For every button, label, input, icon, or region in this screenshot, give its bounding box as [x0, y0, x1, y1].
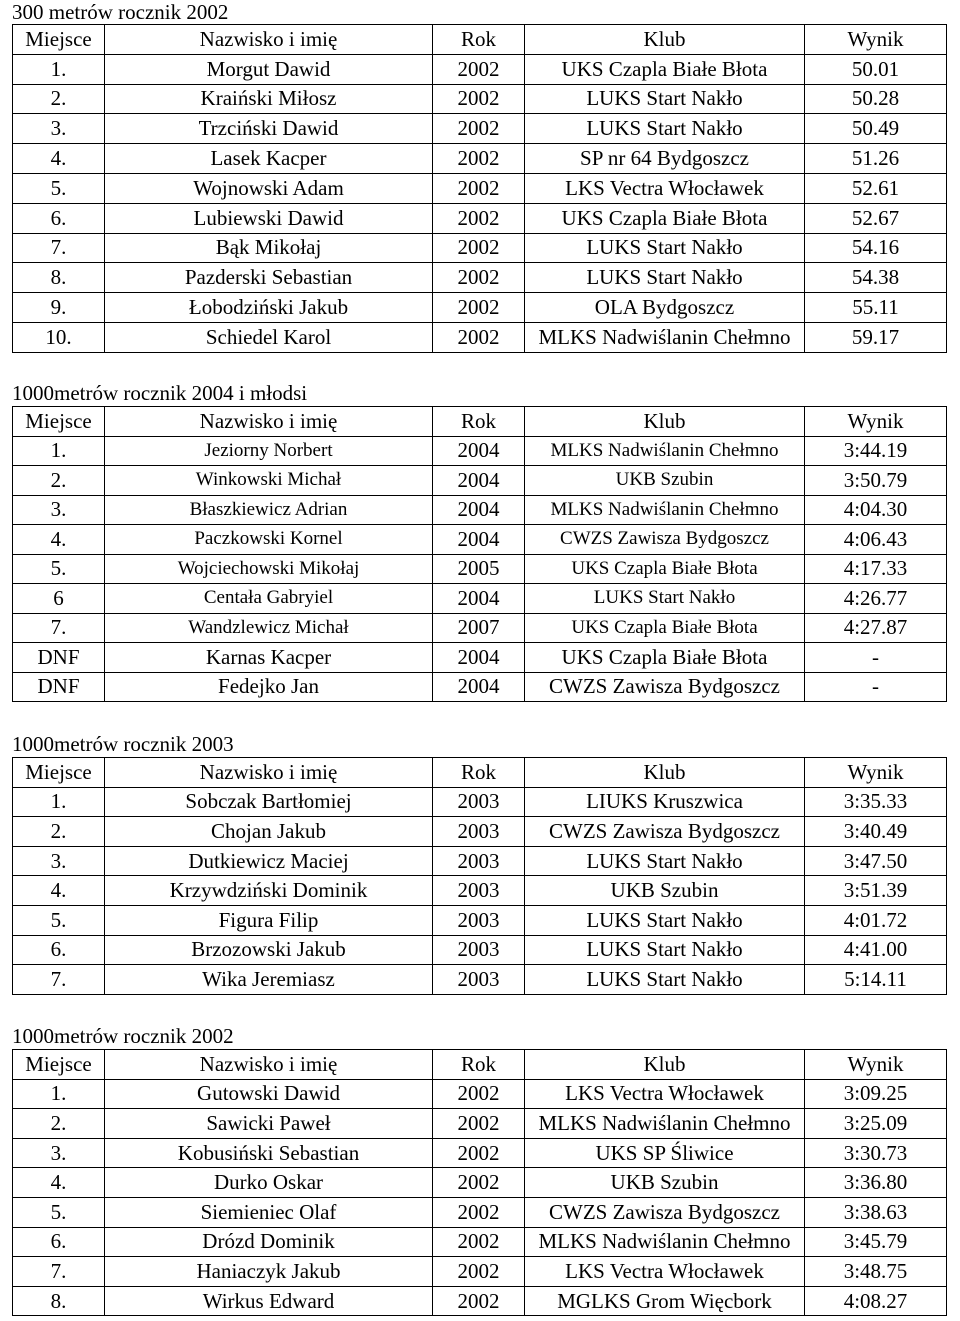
club-cell: CWZS Zawisza Bydgoszcz	[525, 817, 805, 847]
year-cell: 2002	[433, 1257, 525, 1287]
table-row	[13, 846, 947, 876]
table-row	[13, 263, 947, 293]
table-row	[13, 817, 947, 847]
header-club: Klub	[525, 25, 805, 55]
club-cell: MLKS Nadwiślanin Chełmno	[525, 495, 805, 525]
table-row	[13, 1227, 947, 1257]
year-cell: 2002	[433, 144, 525, 174]
place-cell: 10.	[13, 322, 105, 352]
table-row	[13, 322, 947, 352]
table-row	[13, 876, 947, 906]
name-cell: Karnas Kacper	[105, 643, 433, 673]
name-cell: Łobodziński Jakub	[105, 293, 433, 323]
result-cell: 3:09.25	[805, 1079, 947, 1109]
year-cell: 2002	[433, 1079, 525, 1109]
results-table	[12, 406, 947, 702]
name-cell: Błaszkiewicz Adrian	[105, 495, 433, 525]
header-place: Miejsce	[13, 1050, 105, 1080]
place-cell: 5.	[13, 1197, 105, 1227]
name-cell: Bąk Mikołaj	[105, 233, 433, 263]
name-cell: Drózd Dominik	[105, 1227, 433, 1257]
name-cell: Fedejko Jan	[105, 672, 433, 702]
place-cell: 4.	[13, 525, 105, 555]
section-title: 1000metrów rocznik 2003	[12, 732, 234, 756]
header-result: Wynik	[805, 25, 947, 55]
year-cell: 2004	[433, 495, 525, 525]
place-cell: 8.	[13, 263, 105, 293]
result-cell: 4:08.27	[805, 1286, 947, 1316]
results-section-1000m-2004	[12, 380, 946, 702]
header-club: Klub	[525, 407, 805, 437]
year-cell: 2007	[433, 613, 525, 643]
club-cell: MLKS Nadwiślanin Chełmno	[525, 322, 805, 352]
club-cell: UKS SP Śliwice	[525, 1138, 805, 1168]
club-cell: UKS Czapla Białe Błota	[525, 554, 805, 584]
header-place: Miejsce	[13, 407, 105, 437]
place-cell: 2.	[13, 84, 105, 114]
result-cell: 3:25.09	[805, 1109, 947, 1139]
club-cell: UKS Czapla Białe Błota	[525, 54, 805, 84]
club-cell: LKS Vectra Włocławek	[525, 1079, 805, 1109]
name-cell: Durko Oskar	[105, 1168, 433, 1198]
year-cell: 2002	[433, 203, 525, 233]
place-cell: 3.	[13, 846, 105, 876]
table-row	[13, 905, 947, 935]
year-cell: 2002	[433, 1197, 525, 1227]
name-cell: Dutkiewicz Maciej	[105, 846, 433, 876]
table-header-row	[13, 25, 947, 55]
club-cell: MGLKS Grom Więcbork	[525, 1286, 805, 1316]
year-cell: 2002	[433, 263, 525, 293]
place-cell: 1.	[13, 787, 105, 817]
result-cell: 3:38.63	[805, 1197, 947, 1227]
place-cell: 4.	[13, 1168, 105, 1198]
table-header-row	[13, 758, 947, 788]
club-cell: MLKS Nadwiślanin Chełmno	[525, 1109, 805, 1139]
header-name: Nazwisko i imię	[105, 25, 433, 55]
year-cell: 2004	[433, 584, 525, 614]
name-cell: Wika Jeremiasz	[105, 965, 433, 995]
header-club: Klub	[525, 1050, 805, 1080]
place-cell: 5.	[13, 905, 105, 935]
name-cell: Krzywdziński Dominik	[105, 876, 433, 906]
club-cell: UKS Czapla Białe Błota	[525, 643, 805, 673]
header-year: Rok	[433, 407, 525, 437]
table-row	[13, 613, 947, 643]
place-cell: 2.	[13, 466, 105, 496]
place-cell: 4.	[13, 876, 105, 906]
table-row	[13, 554, 947, 584]
result-cell: 52.67	[805, 203, 947, 233]
club-cell: CWZS Zawisza Bydgoszcz	[525, 672, 805, 702]
place-cell: 1.	[13, 436, 105, 466]
club-cell: CWZS Zawisza Bydgoszcz	[525, 1197, 805, 1227]
club-cell: UKB Szubin	[525, 876, 805, 906]
table-row	[13, 584, 947, 614]
result-cell: 3:36.80	[805, 1168, 947, 1198]
year-cell: 2003	[433, 965, 525, 995]
year-cell: 2003	[433, 817, 525, 847]
place-cell: 3.	[13, 495, 105, 525]
table-row	[13, 935, 947, 965]
results-table	[12, 757, 947, 995]
year-cell: 2005	[433, 554, 525, 584]
result-cell: 4:26.77	[805, 584, 947, 614]
place-cell: 2.	[13, 817, 105, 847]
year-cell: 2002	[433, 293, 525, 323]
club-cell: LUKS Start Nakło	[525, 905, 805, 935]
result-cell: 52.61	[805, 173, 947, 203]
year-cell: 2004	[433, 525, 525, 555]
year-cell: 2002	[433, 1286, 525, 1316]
place-cell: 5.	[13, 173, 105, 203]
club-cell: LUKS Start Nakło	[525, 233, 805, 263]
table-row	[13, 1109, 947, 1139]
name-cell: Paczkowski Kornel	[105, 525, 433, 555]
table-row	[13, 173, 947, 203]
name-cell: Lubiewski Dawid	[105, 203, 433, 233]
result-cell: 4:01.72	[805, 905, 947, 935]
club-cell: LUKS Start Nakło	[525, 965, 805, 995]
place-cell: 7.	[13, 613, 105, 643]
club-cell: CWZS Zawisza Bydgoszcz	[525, 525, 805, 555]
name-cell: Jeziorny Norbert	[105, 436, 433, 466]
club-cell: SP nr 64 Bydgoszcz	[525, 144, 805, 174]
place-cell: 7.	[13, 1257, 105, 1287]
table-row	[13, 1197, 947, 1227]
table-row	[13, 525, 947, 555]
header-result: Wynik	[805, 407, 947, 437]
club-cell: UKS Czapla Białe Błota	[525, 203, 805, 233]
table-row	[13, 965, 947, 995]
place-cell: 6.	[13, 1227, 105, 1257]
header-year: Rok	[433, 1050, 525, 1080]
result-cell: 4:27.87	[805, 613, 947, 643]
header-year: Rok	[433, 758, 525, 788]
place-cell: 6.	[13, 203, 105, 233]
section-title: 1000metrów rocznik 2004 i młodsi	[12, 381, 308, 405]
year-cell: 2002	[433, 114, 525, 144]
table-row	[13, 1168, 947, 1198]
name-cell: Gutowski Dawid	[105, 1079, 433, 1109]
club-cell: LUKS Start Nakło	[525, 935, 805, 965]
result-cell: 50.49	[805, 114, 947, 144]
table-header-row	[13, 1050, 947, 1080]
place-cell: 6.	[13, 935, 105, 965]
place-cell: DNF	[13, 672, 105, 702]
header-club: Klub	[525, 758, 805, 788]
result-cell: 3:30.73	[805, 1138, 947, 1168]
results-section-1000m-2003	[12, 731, 946, 995]
place-cell: 6	[13, 584, 105, 614]
club-cell: LUKS Start Nakło	[525, 114, 805, 144]
table-row	[13, 466, 947, 496]
header-result: Wynik	[805, 1050, 947, 1080]
table-row	[13, 293, 947, 323]
result-cell: 54.38	[805, 263, 947, 293]
club-cell: UKS Czapla Białe Błota	[525, 613, 805, 643]
table-row	[13, 436, 947, 466]
table-row	[13, 54, 947, 84]
name-cell: Schiedel Karol	[105, 322, 433, 352]
table-row	[13, 144, 947, 174]
result-cell: 3:47.50	[805, 846, 947, 876]
result-cell: 50.28	[805, 84, 947, 114]
result-cell: 59.17	[805, 322, 947, 352]
name-cell: Kobusiński Sebastian	[105, 1138, 433, 1168]
name-cell: Chojan Jakub	[105, 817, 433, 847]
year-cell: 2003	[433, 905, 525, 935]
header-year: Rok	[433, 25, 525, 55]
year-cell: 2002	[433, 54, 525, 84]
name-cell: Trzciński Dawid	[105, 114, 433, 144]
section-title: 300 metrów rocznik 2002	[12, 0, 229, 24]
result-cell: 55.11	[805, 293, 947, 323]
table-row	[13, 114, 947, 144]
club-cell: LUKS Start Nakło	[525, 84, 805, 114]
club-cell: UKB Szubin	[525, 466, 805, 496]
year-cell: 2003	[433, 846, 525, 876]
header-result: Wynik	[805, 758, 947, 788]
year-cell: 2002	[433, 1109, 525, 1139]
result-cell: 4:06.43	[805, 525, 947, 555]
year-cell: 2003	[433, 876, 525, 906]
result-cell: 5:14.11	[805, 965, 947, 995]
table-row	[13, 495, 947, 525]
result-cell: 4:41.00	[805, 935, 947, 965]
result-cell: 3:44.19	[805, 436, 947, 466]
table-row	[13, 233, 947, 263]
place-cell: 7.	[13, 233, 105, 263]
name-cell: Kraiński Miłosz	[105, 84, 433, 114]
header-name: Nazwisko i imię	[105, 758, 433, 788]
year-cell: 2002	[433, 1227, 525, 1257]
name-cell: Sobczak Bartłomiej	[105, 787, 433, 817]
place-cell: 2.	[13, 1109, 105, 1139]
header-place: Miejsce	[13, 758, 105, 788]
name-cell: Wirkus Edward	[105, 1286, 433, 1316]
name-cell: Pazderski Sebastian	[105, 263, 433, 293]
result-cell: 3:40.49	[805, 817, 947, 847]
name-cell: Morgut Dawid	[105, 54, 433, 84]
results-section-1000m-2002	[12, 1023, 946, 1316]
year-cell: 2002	[433, 173, 525, 203]
year-cell: 2003	[433, 787, 525, 817]
year-cell: 2002	[433, 322, 525, 352]
year-cell: 2002	[433, 233, 525, 263]
table-row	[13, 672, 947, 702]
place-cell: 3.	[13, 1138, 105, 1168]
section-title: 1000metrów rocznik 2002	[12, 1024, 234, 1048]
result-cell: 4:17.33	[805, 554, 947, 584]
name-cell: Wandzlewicz Michał	[105, 613, 433, 643]
name-cell: Figura Filip	[105, 905, 433, 935]
results-section-300m-2002	[12, 0, 946, 353]
results-table	[12, 1049, 947, 1316]
year-cell: 2004	[433, 436, 525, 466]
table-row	[13, 787, 947, 817]
name-cell: Winkowski Michał	[105, 466, 433, 496]
result-cell: -	[805, 672, 947, 702]
result-cell: 3:51.39	[805, 876, 947, 906]
name-cell: Wojciechowski Mikołaj	[105, 554, 433, 584]
place-cell: 8.	[13, 1286, 105, 1316]
place-cell: DNF	[13, 643, 105, 673]
name-cell: Brzozowski Jakub	[105, 935, 433, 965]
result-cell: 3:45.79	[805, 1227, 947, 1257]
club-cell: LUKS Start Nakło	[525, 263, 805, 293]
table-row	[13, 1286, 947, 1316]
result-cell: 51.26	[805, 144, 947, 174]
table-row	[13, 1257, 947, 1287]
club-cell: LUKS Start Nakło	[525, 846, 805, 876]
club-cell: LIUKS Kruszwica	[525, 787, 805, 817]
name-cell: Centała Gabryiel	[105, 584, 433, 614]
club-cell: LUKS Start Nakło	[525, 584, 805, 614]
name-cell: Siemieniec Olaf	[105, 1197, 433, 1227]
place-cell: 3.	[13, 114, 105, 144]
year-cell: 2002	[433, 84, 525, 114]
results-table	[12, 24, 947, 353]
year-cell: 2004	[433, 643, 525, 673]
header-place: Miejsce	[13, 25, 105, 55]
year-cell: 2004	[433, 672, 525, 702]
place-cell: 1.	[13, 54, 105, 84]
result-cell: 50.01	[805, 54, 947, 84]
club-cell: MLKS Nadwiślanin Chełmno	[525, 1227, 805, 1257]
table-header-row	[13, 407, 947, 437]
club-cell: LKS Vectra Włocławek	[525, 1257, 805, 1287]
place-cell: 4.	[13, 144, 105, 174]
result-cell: 4:04.30	[805, 495, 947, 525]
club-cell: OLA Bydgoszcz	[525, 293, 805, 323]
header-name: Nazwisko i imię	[105, 407, 433, 437]
name-cell: Sawicki Paweł	[105, 1109, 433, 1139]
year-cell: 2004	[433, 466, 525, 496]
club-cell: MLKS Nadwiślanin Chełmno	[525, 436, 805, 466]
year-cell: 2002	[433, 1168, 525, 1198]
place-cell: 9.	[13, 293, 105, 323]
year-cell: 2003	[433, 935, 525, 965]
name-cell: Wojnowski Adam	[105, 173, 433, 203]
club-cell: LKS Vectra Włocławek	[525, 173, 805, 203]
result-cell: -	[805, 643, 947, 673]
place-cell: 7.	[13, 965, 105, 995]
header-name: Nazwisko i imię	[105, 1050, 433, 1080]
table-row	[13, 84, 947, 114]
club-cell: UKB Szubin	[525, 1168, 805, 1198]
result-cell: 3:35.33	[805, 787, 947, 817]
result-cell: 3:50.79	[805, 466, 947, 496]
place-cell: 1.	[13, 1079, 105, 1109]
table-row	[13, 643, 947, 673]
result-cell: 3:48.75	[805, 1257, 947, 1287]
table-row	[13, 203, 947, 233]
table-row	[13, 1138, 947, 1168]
name-cell: Lasek Kacper	[105, 144, 433, 174]
result-cell: 54.16	[805, 233, 947, 263]
name-cell: Haniaczyk Jakub	[105, 1257, 433, 1287]
year-cell: 2002	[433, 1138, 525, 1168]
table-row	[13, 1079, 947, 1109]
place-cell: 5.	[13, 554, 105, 584]
